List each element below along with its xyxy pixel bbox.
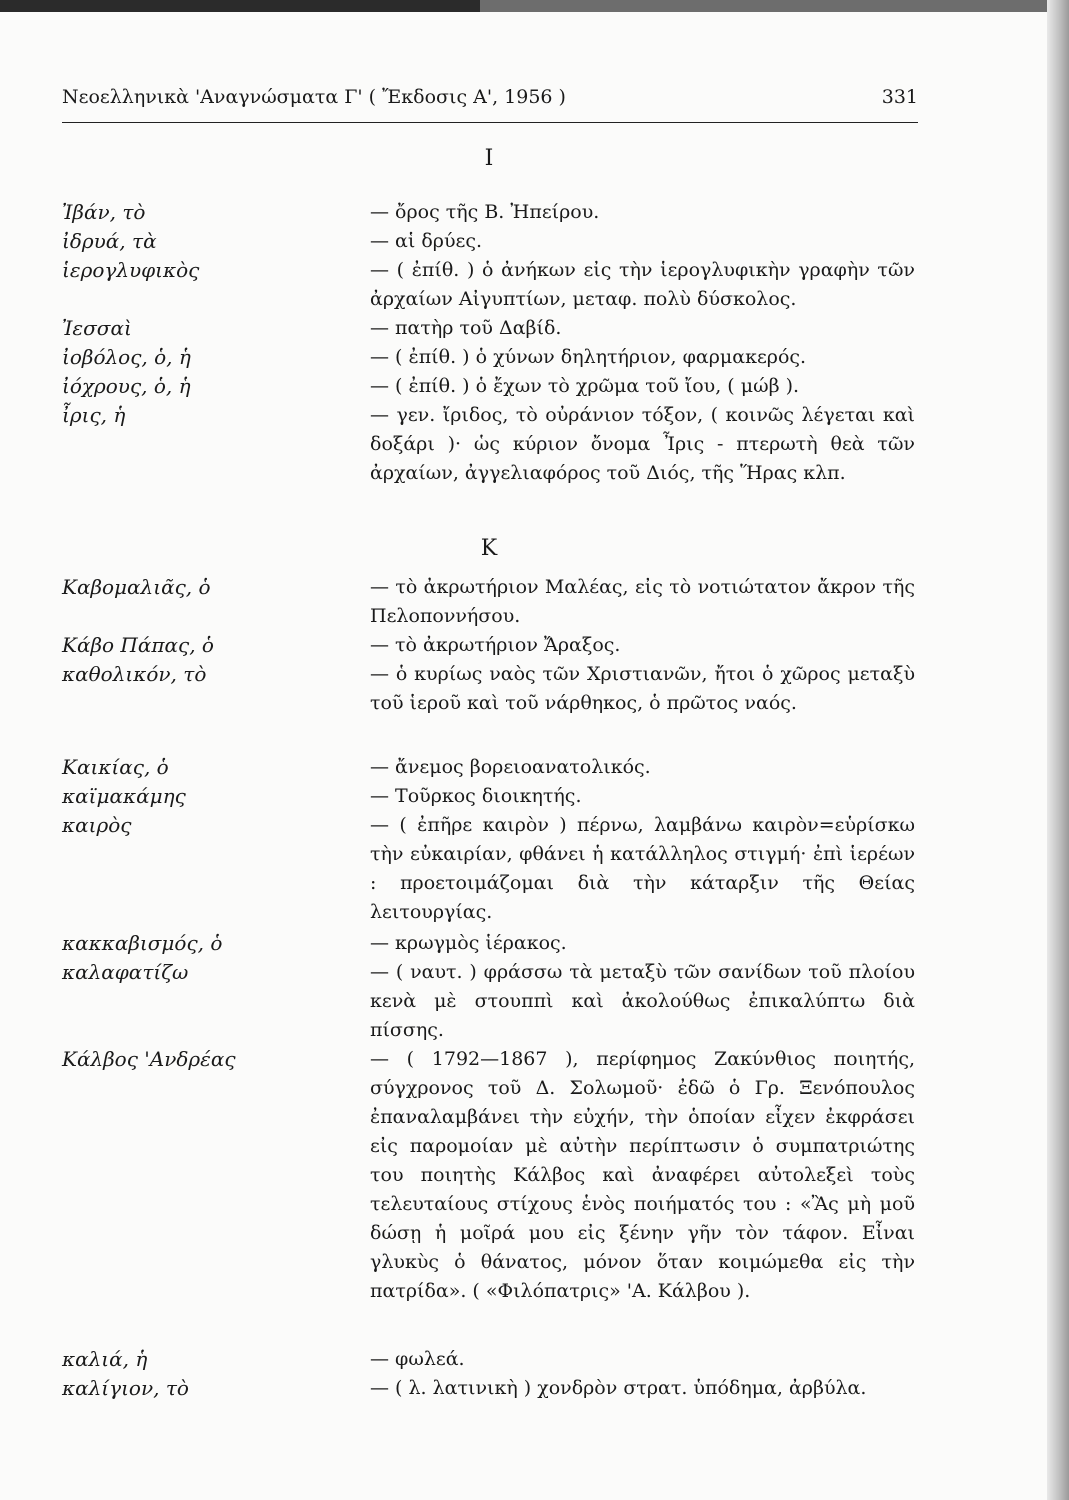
entry-headword: καλίγιον, τὸ [62, 1376, 189, 1400]
entry-definition: — τὸ ἀκρωτήριον Ἄραξος. [370, 634, 621, 656]
entry-definition: — ( ἐπίθ. ) ὁ χύνων δηλητήριον, φαρμακερός. [370, 346, 807, 368]
page-number: 331 [881, 86, 918, 108]
page-header [62, 86, 918, 108]
section-letter-iota: Ι [484, 146, 494, 171]
entry-definition: — ( ἐπίθ. ) ὁ ἀνήκων εἰς τὴν ἱερογλυφικὴν γραφὴν τῶν ἀρχαίων Αἰγυπτίων, μεταφ. πολὺ δύσκολος. [370, 259, 915, 310]
entry-headword: ἰοβόλος, ὁ, ἡ [62, 345, 191, 369]
entry-definition: — ὁ κυρίως ναὸς τῶν Χριστιανῶν, ἤτοι ὁ χῶρος μεταξὺ τοῦ ἱεροῦ καὶ τοῦ νάρθηκος, ὁ πρῶτος ναός. [370, 663, 915, 714]
entry-definition: — ( ἐπῆρε καιρὸν ) πέρνω, λαμβάνω καιρὸν=εὑρίσκω τὴν εὐκαιρίαν, φθάνει ἡ κατάλληλος στιγμή· ἐπὶ ἱερέων : προετοιμάζομαι διὰ τὴν κάταρξιν τῆς Θείας λειτουργίας. [370, 814, 915, 923]
scan-border-top-dark [0, 0, 480, 12]
entry-definition: — αἱ δρύες. [370, 230, 483, 252]
entry-definition: — πατὴρ τοῦ Δαβίδ. [370, 317, 562, 339]
entry-headword: κακκαβισμός, ὁ [62, 931, 223, 955]
header-rule [62, 122, 918, 123]
entry-headword: καθολικόν, τὸ [62, 662, 207, 686]
entry-definition: — κρωγμὸς ἱέρακος. [370, 932, 567, 954]
entry-headword: καιρὸς [62, 813, 132, 837]
entry-definition: — ( 1792—1867 ), περίφημος Ζακύνθιος ποιητής, σύγχρονος τοῦ Δ. Σολωμοῦ· ἐδῶ ὁ Γρ. Ξενόπουλος ἐπαναλαμβάνει τὴν εὐχήν, τὴν ὁποίαν εἶχεν ἐκφράσει εἰς παρομοίαν μὲ αὐτὴν περίπτωσιν ὁ συμπατριώτης του ποιητὴς Κάλβος καὶ ἀναφέρει αὐτολεξεὶ τοὺς τελευταίους στίχους ἑνὸς ποιήματός του : «Ἂς μὴ μοῦ δώσῃ ἡ μοῖρά μου εἰς ξένην γῆν τὸν τάφον. Εἶναι γλυκὺς ὁ θάνατος, μόνον ὅταν κοιμώμεθα εἰς τὴν πατρίδα». ( «Φιλόπατρις» 'Α. Κάλβου ). [370, 1048, 915, 1302]
entry-headword: Ἰεσσαὶ [62, 316, 132, 340]
entry-headword: ἶρις, ἡ [62, 403, 126, 427]
entry-definition: — φωλεά. [370, 1348, 465, 1370]
scan-border-right [1047, 0, 1069, 1500]
entry-headword: καλαφατίζω [62, 960, 189, 984]
entry-definition: — τὸ ἀκρωτήριον Μαλέας, εἰς τὸ νοτιώτατον ἄκρον τῆς Πελοποννήσου. [370, 576, 915, 627]
entry-headword: καλιά, ἡ [62, 1347, 148, 1371]
entry-definition: — γεν. ἴριδος, τὸ οὐράνιον τόξον, ( κοινῶς λέγεται καὶ δοξάρι )· ὡς κύριον ὄνομα Ἶρις - πτερωτὴ θεὰ τῶν ἀρχαίων, ἀγγελιαφόρος τοῦ Διός, τῆς Ἥρας κλπ. [370, 404, 915, 484]
entry-headword: ἱερογλυφικὸς [62, 258, 200, 282]
entry-definition: — ( λ. λατινικὴ ) χονδρὸν στρατ. ὑπόδημα, ἀρβύλα. [370, 1377, 867, 1399]
entry-definition: — ἄνεμος βορειοανατολικός. [370, 756, 651, 778]
entry-definition: — Τοῦρκος διοικητής. [370, 785, 582, 807]
entry-definition: — ( ἐπίθ. ) ὁ ἔχων τὸ χρῶμα τοῦ ἴου, ( μώβ ). [370, 375, 800, 397]
entry-definition: — ὄρος τῆς Β. Ἠπείρου. [370, 201, 600, 223]
entry-headword: Ἰβάν, τὸ [62, 200, 146, 224]
entry-headword: Καικίας, ὁ [62, 755, 169, 779]
entry-headword: Κάλβος 'Ανδρέας [62, 1047, 236, 1071]
section-letter-kappa: Κ [480, 536, 498, 561]
running-title: Νεοελληνικὰ 'Αναγνώσματα Γ' ( Ἔκδοσις Α', 1956 ) [62, 86, 566, 108]
entry-definition: — ( ναυτ. ) φράσσω τὰ μεταξὺ τῶν σανίδων τοῦ πλοίου κενὰ μὲ στουππὶ καὶ ἀκολούθως ἐπικαλύπτω διὰ πίσσης. [370, 961, 915, 1041]
entry-headword: καϊμακάμης [62, 784, 186, 808]
entry-headword: Καβομαλιᾶς, ὁ [62, 575, 211, 599]
entry-headword: ἰόχρους, ὁ, ἡ [62, 374, 191, 398]
entry-headword: ἰδρυά, τὰ [62, 229, 157, 253]
entry-headword: Κάβο Πάπας, ὁ [62, 633, 214, 657]
